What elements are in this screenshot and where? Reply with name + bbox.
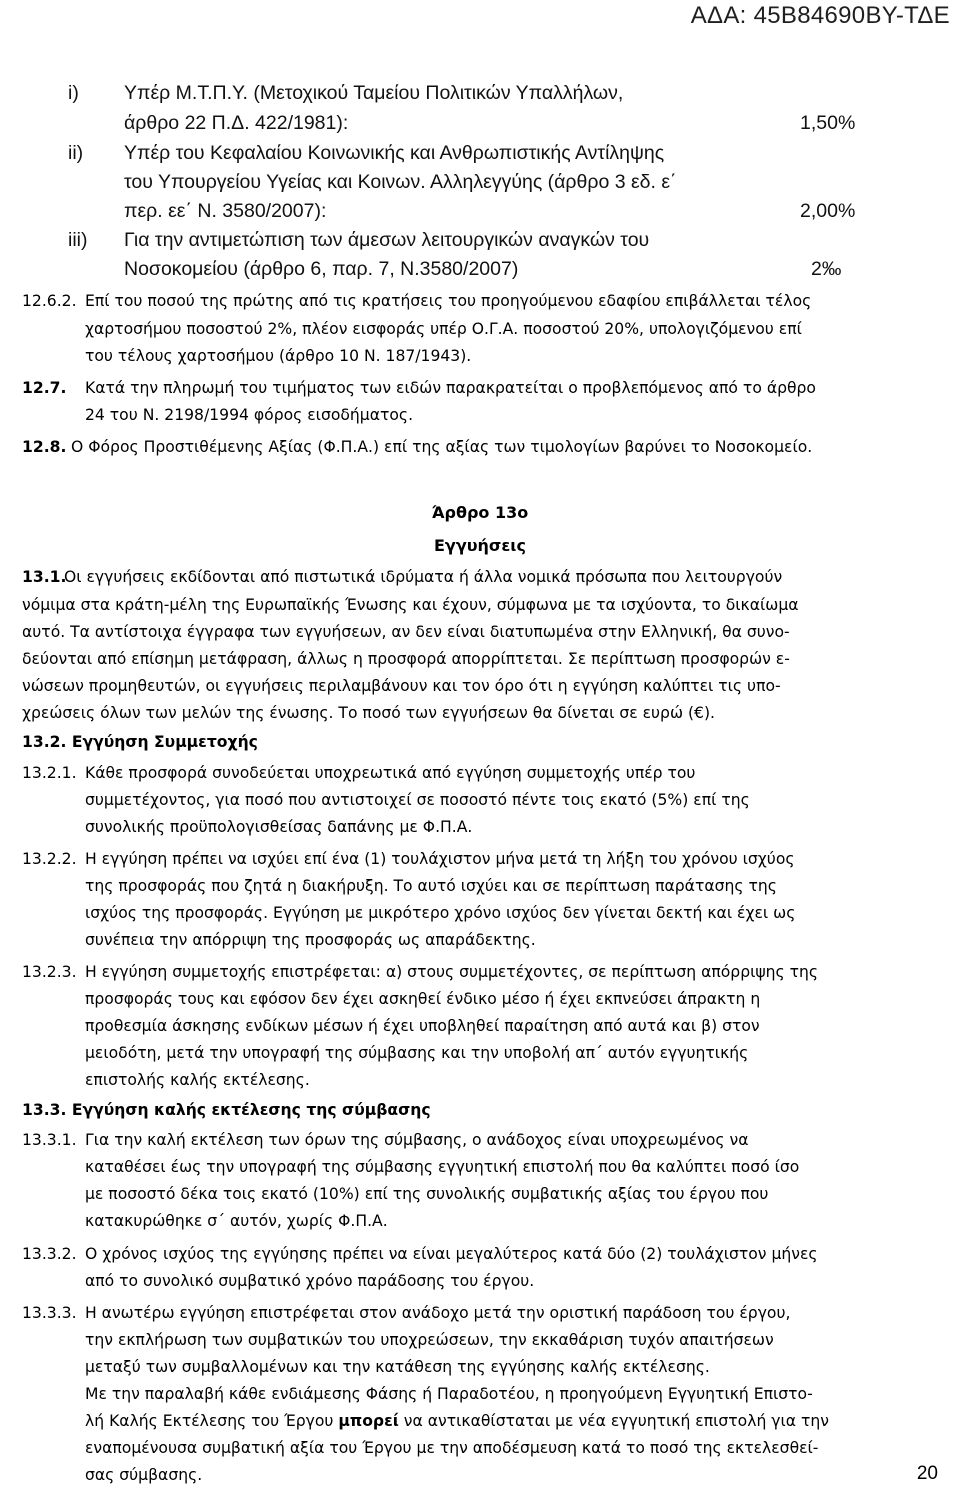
- paragraph-number: 13.2.3.: [22, 963, 77, 981]
- paragraph-line: Ο Φόρος Προστιθέμενης Αξίας (Φ.Π.Α.) επί της αξίας των τιμολογίων βαρύνει το Νοσοκομείο.: [71, 438, 813, 456]
- paragraph-number: 13.3.3.: [22, 1304, 77, 1322]
- paragraph-line: της προσφοράς που ζητά η διακήρυξη. Το αυτό ισχύει και σε περίπτωση παράτασης της: [85, 877, 777, 895]
- paragraph-number: 13.3.1.: [22, 1131, 77, 1149]
- paragraph-line: από το συνολικό συμβατικό χρόνο παράδοσης του έργου.: [85, 1272, 535, 1290]
- paragraph-number: 13.2.2.: [22, 850, 77, 868]
- list-value-iii: 2‰: [811, 258, 842, 280]
- paragraph-number: 13.3.2.: [22, 1245, 77, 1263]
- paragraph-line: κατακυρώθηκε σ΄ αυτόν, χωρίς Φ.Π.Α.: [85, 1212, 388, 1230]
- paragraph-line: Με την παραλαβή κάθε ενδιάμεσης Φάσης ή Παραδοτέου, η προηγούμενη Εγγυητική Επιστο-: [85, 1385, 813, 1403]
- list-line: Υπέρ Μ.Τ.Π.Υ. (Μετοχικού Ταμείου Πολιτικών Υπαλλήλων,: [124, 82, 624, 104]
- list-line: Νοσοκομείου (άρθρο 6, παρ. 7, Ν.3580/2007): [124, 258, 519, 280]
- paragraph-line: του τέλους χαρτοσήμου (άρθρο 10 Ν. 187/1943).: [85, 347, 472, 365]
- paragraph-line: με ποσοστό δέκα τοις εκατό (10%) επί της συνολικής συμβατικής αξίας του έργου που: [85, 1185, 769, 1203]
- paragraph-line: χρεώσεις όλων των μελών της ένωσης. Το ποσό των εγγυήσεων θα δίνεται σε ευρώ (€).: [22, 704, 716, 722]
- paragraph-line: την εκπλήρωση των συμβατικών του υποχρεώσεων, την εκκαθάριση τυχόν απαιτήσεων: [85, 1331, 774, 1349]
- paragraph-line: σας σύμβασης.: [85, 1466, 203, 1484]
- paragraph-line: συνολικής προϋπολογισθείσας δαπάνης με Φ.Π.Α.: [85, 818, 473, 836]
- paragraph-line: Η εγγύηση συμμετοχής επιστρέφεται: α) στους συμμετέχοντες, σε περίπτωση απόρριψης της: [85, 963, 819, 981]
- paragraph-line: Η εγγύηση πρέπει να ισχύει επί ένα (1) τουλάχιστον μήνα μετά τη λήξη του χρόνου ισχύος: [85, 850, 795, 868]
- paragraph-line: εναπομένουσα συμβατική αξία του Έργου με την αποδέσμευση κατά το ποσό της εκτελεσθεί-: [85, 1439, 819, 1457]
- paragraph-line: αυτό. Τα αντίστοιχα έγγραφα των εγγυήσεων, αν δεν είναι διατυπωμένα στην Ελληνική, θα συνο-: [22, 623, 790, 641]
- page-number: 20: [916, 1463, 938, 1484]
- paragraph-line: προθεσμία άσκησης ενδίκων μέσων ή έχει υποβληθεί παραίτηση από αυτά και β) στον: [85, 1017, 760, 1035]
- paragraph-line: Κάθε προσφορά συνοδεύεται υποχρεωτικά από εγγύηση συμμετοχής υπέρ του: [85, 764, 696, 782]
- paragraph-line: χαρτοσήμου ποσοστού 2%, πλέον εισφοράς υπέρ Ο.Γ.Α. ποσοστού 20%, υπολογιζόμενου επί: [85, 320, 802, 338]
- paragraph-line: ισχύος της προσφοράς. Εγγύηση με μικρότερο χρόνο ισχύος δεν γίνεται δεκτή και έχει ως: [85, 904, 796, 922]
- paragraph-line: νόμιμα στα κράτη-μέλη της Ευρωπαϊκής Ένωσης και έχουν, σύμφωνα με τα ισχύοντα, το δικαίωμα: [22, 596, 799, 614]
- list-num-i: i): [68, 82, 79, 104]
- paragraph-line: δεύονται από επίσημη μετάφραση, άλλως η προσφορά απορρίπτεται. Σε περίπτωση προσφορών ε-: [22, 650, 790, 668]
- list-value-ii: 2,00%: [800, 200, 856, 222]
- paragraph-line-mixed: [85, 1412, 829, 1430]
- paragraph-line: μειοδότη, μετά την υπογραφή της σύμβασης και την υποβολή απ΄ αυτόν εγγυητικής: [85, 1044, 749, 1062]
- ada-header: ΑΔΑ: 45Β84690ΒΥ-ΤΔΕ: [690, 2, 950, 29]
- paragraph-line: Η ανωτέρω εγγύηση επιστρέφεται στον ανάδοχο μετά την οριστική παράδοση του έργου,: [85, 1304, 791, 1322]
- paragraph-number: 12.8.: [22, 438, 67, 456]
- list-value-i: 1,50%: [800, 112, 856, 134]
- paragraph-line: καταθέσει έως την υπογραφή της σύμβασης εγγυητική επιστολή που θα καλύπτει ποσό ίσο: [85, 1158, 800, 1176]
- section-heading-13-3: 13.3. Εγγύηση καλής εκτέλεσης της σύμβασης: [22, 1101, 431, 1119]
- list-num-ii: ii): [68, 142, 84, 164]
- paragraph-line: Επί του ποσού της πρώτης από τις κρατήσεις του προηγούμενου εδαφίου επιβάλλεται τέλος: [85, 292, 812, 310]
- paragraph-number: 12.7.: [22, 379, 67, 397]
- paragraph-line: Οι εγγυήσεις εκδίδονται από πιστωτικά ιδρύματα ή άλλα νομικά πρόσωπα που λειτουργούν: [64, 568, 783, 586]
- article-subtitle: Εγγυήσεις: [433, 536, 526, 555]
- list-line: περ. εε΄ Ν. 3580/2007):: [124, 200, 327, 222]
- paragraph-line: συμμετέχοντος, για ποσό που αντιστοιχεί σε ποσοστό πέντε τοις εκατό (5%) επί της: [85, 791, 750, 809]
- list-line: Για την αντιμετώπιση των άμεσων λειτουργικών αναγκών του: [124, 229, 650, 251]
- list-line: του Υπουργείου Υγείας και Κοινων. Αλληλεγγύης (άρθρο 3 εδ. ε΄: [124, 171, 677, 193]
- line-text: λή Καλής Εκτέλεσης του Έργου: [85, 1412, 339, 1430]
- list-line: άρθρο 22 Π.Δ. 422/1981):: [124, 112, 349, 134]
- paragraph-line: προσφοράς τους και εφόσον δεν έχει ασκηθεί ένδικο μέσο ή έχει εκπνεύσει άπρακτη η: [85, 990, 761, 1008]
- paragraph-line: μεταξύ των συμβαλλομένων και την κατάθεση της εγγύησης καλής εκτέλεσης.: [85, 1358, 710, 1376]
- paragraph-number: 12.6.2.: [22, 292, 77, 310]
- line-text: να αντικαθίσταται με νέα εγγυητική επιστολή για την: [398, 1412, 830, 1430]
- paragraph-number: 13.2.1.: [22, 764, 77, 782]
- paragraph-line: συνέπεια την απόρριψη της προσφοράς ως απαράδεκτης.: [85, 931, 536, 949]
- section-heading-13-2: 13.2. Εγγύηση Συμμετοχής: [22, 733, 258, 751]
- article-title: Άρθρο 13ο: [431, 503, 529, 522]
- paragraph-line: Για την καλή εκτέλεση των όρων της σύμβασης, ο ανάδοχος είναι υποχρεωμένος να: [85, 1131, 749, 1149]
- list-num-iii: iii): [68, 229, 88, 251]
- paragraph-line: νώσεων προμηθευτών, οι εγγυήσεις περιλαμβάνουν και τον όρο ότι η εγγύηση καλύπτει τις υπο-: [22, 677, 781, 695]
- paragraph-line: Ο χρόνος ισχύος της εγγύησης πρέπει να είναι μεγαλύτερος κατά δύο (2) τουλάχιστον μήνες: [85, 1245, 818, 1263]
- list-line: Υπέρ του Κεφαλαίου Κοινωνικής και Ανθρωπιστικής Αντίληψης: [124, 142, 665, 164]
- paragraph-line: Κατά την πληρωμή του τιμήματος των ειδών παρακρατείται ο προβλεπόμενος από το άρθρο: [85, 379, 816, 397]
- paragraph-number: 13.1.: [22, 568, 67, 586]
- emphasis-word: μπορεί: [338, 1412, 399, 1430]
- paragraph-line: 24 του Ν. 2198/1994 φόρος εισοδήματος.: [85, 406, 414, 424]
- paragraph-line: επιστολής καλής εκτέλεσης.: [85, 1071, 310, 1089]
